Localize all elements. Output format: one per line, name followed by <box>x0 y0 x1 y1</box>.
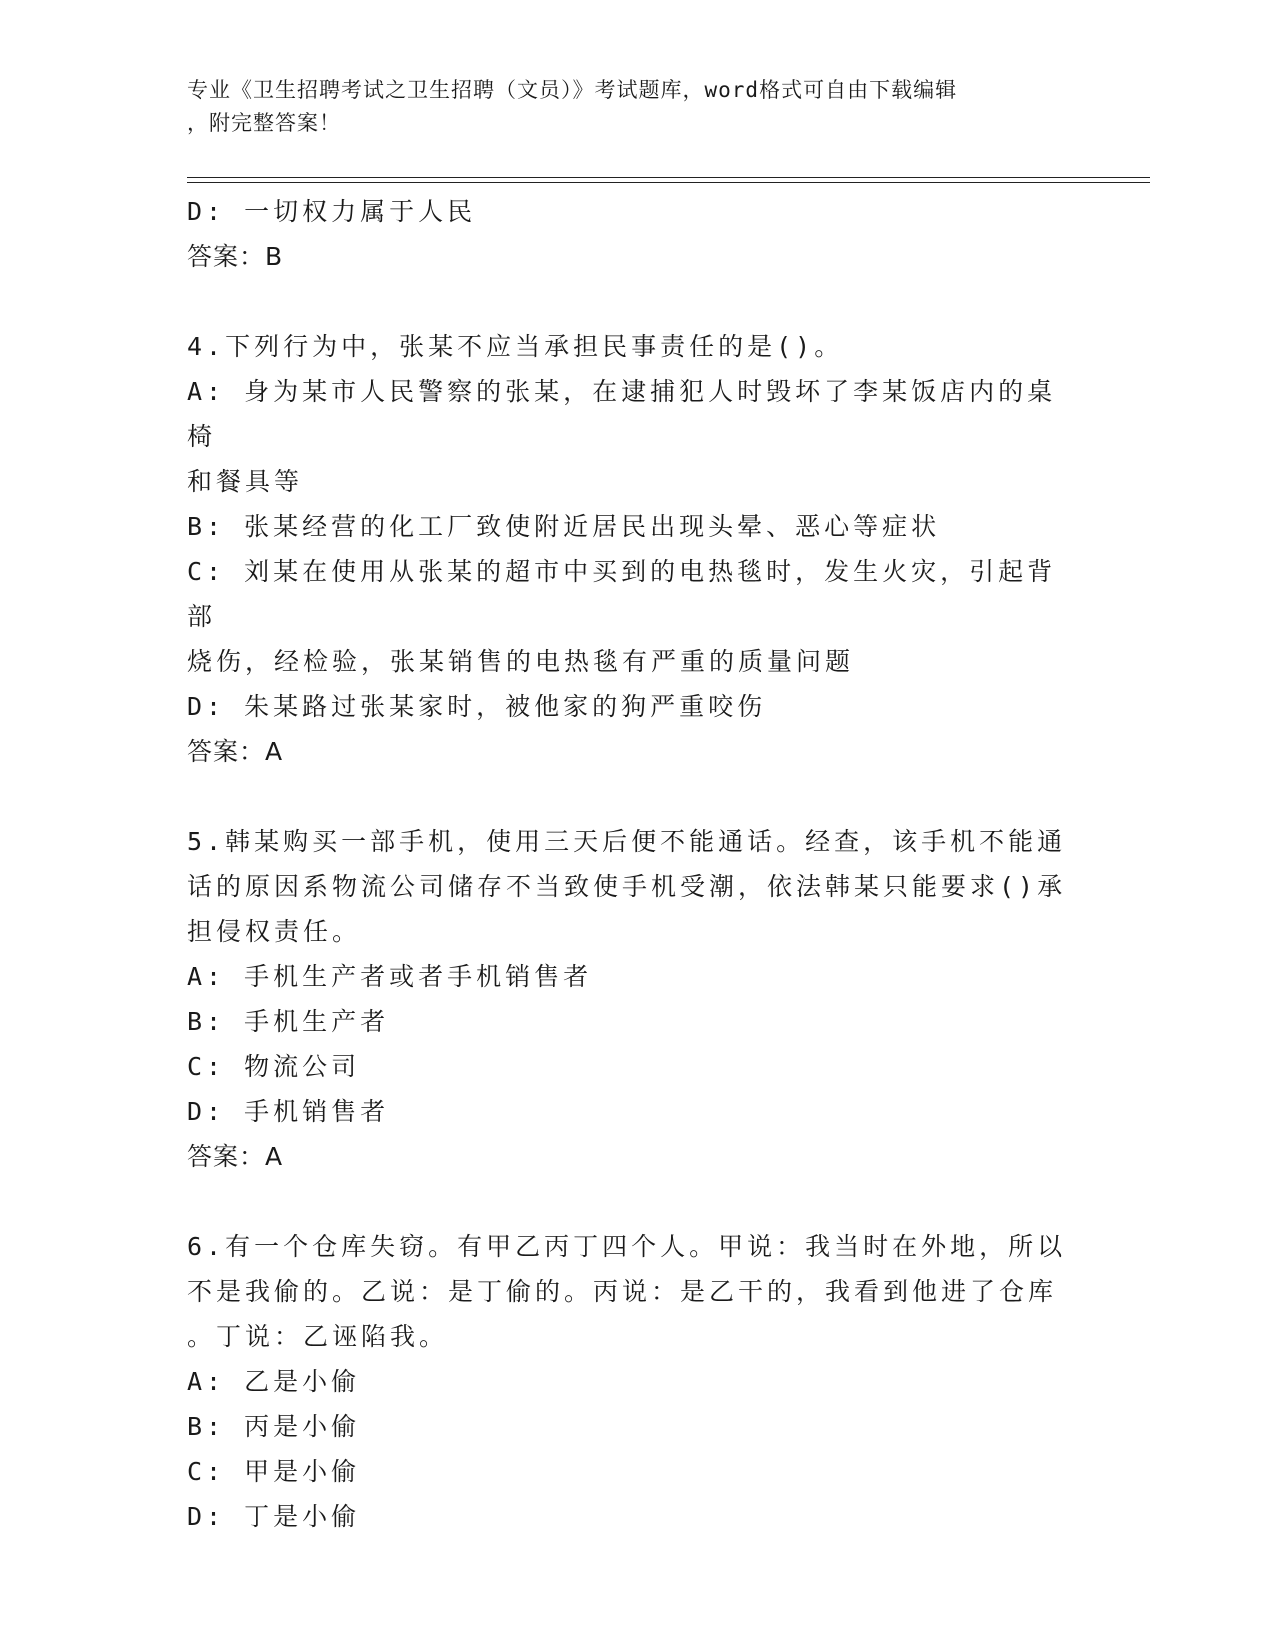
spacer <box>187 279 1067 324</box>
prev-question-option-d: D: 一切权力属于人民 <box>187 197 477 226</box>
question-answer: 答案：A <box>187 737 284 766</box>
option-d-line: D: 手机销售者 <box>187 1097 390 1126</box>
document-body <box>187 189 1067 1539</box>
question-stem-line: 4.下列行为中，张某不应当承担民事责任的是()。 <box>187 332 844 361</box>
question-stem-line: 5.韩某购买一部手机，使用三天后便不能通话。经查，该手机不能通 <box>187 827 1067 856</box>
question-5 <box>187 819 1067 1179</box>
option-d-line: D: 丁是小偷 <box>187 1502 361 1531</box>
question-stem-line: 担侵权责任。 <box>187 917 362 946</box>
question-stem-line: 不是我偷的。乙说：是丁偷的。丙说：是乙干的，我看到他进了仓库 <box>187 1277 1058 1306</box>
header-divider-top <box>187 177 1150 178</box>
header-line-2: ，附完整答案！ <box>187 111 341 135</box>
spacer <box>187 1179 1067 1224</box>
question-stem-line: 6.有一个仓库失窃。有甲乙丙丁四个人。甲说：我当时在外地，所以 <box>187 1232 1067 1261</box>
option-c-line: C: 刘某在使用从张某的超市中买到的电热毯时，发生火灾，引起背部 <box>187 557 1057 631</box>
header-divider-bottom <box>187 182 1150 183</box>
prev-question-answer: 答案：B <box>187 242 284 271</box>
option-a-line: A: 身为某市人民警察的张某，在逮捕犯人时毁坏了李某饭店内的桌椅 <box>187 377 1057 451</box>
option-c-line: 烧伤，经检验，张某销售的电热毯有严重的质量问题 <box>187 647 855 676</box>
question-stem-line: 话的原因系物流公司储存不当致使手机受潮，依法韩某只能要求()承 <box>187 872 1067 901</box>
option-c-line: C: 物流公司 <box>187 1052 361 1081</box>
header-line-1: 专业《卫生招聘考试之卫生招聘（文员）》考试题库，word格式可自由下载编辑 <box>187 78 958 102</box>
option-a-line: A: 手机生产者或者手机销售者 <box>187 962 593 991</box>
page-header <box>187 74 1067 140</box>
option-c-line: C: 甲是小偷 <box>187 1457 361 1486</box>
option-b-line: B: 手机生产者 <box>187 1007 390 1036</box>
option-b-line: B: 张某经营的化工厂致使附近居民出现头晕、恶心等症状 <box>187 512 941 541</box>
option-a-line: A: 乙是小偷 <box>187 1367 361 1396</box>
question-4 <box>187 324 1067 774</box>
option-d-line: D: 朱某路过张某家时，被他家的狗严重咬伤 <box>187 692 767 721</box>
option-b-line: B: 丙是小偷 <box>187 1412 361 1441</box>
spacer <box>187 774 1067 819</box>
question-6 <box>187 1224 1067 1539</box>
question-stem-line: 。丁说：乙诬陷我。 <box>187 1322 449 1351</box>
option-a-line: 和餐具等 <box>187 467 304 496</box>
question-answer: 答案：A <box>187 1142 284 1171</box>
